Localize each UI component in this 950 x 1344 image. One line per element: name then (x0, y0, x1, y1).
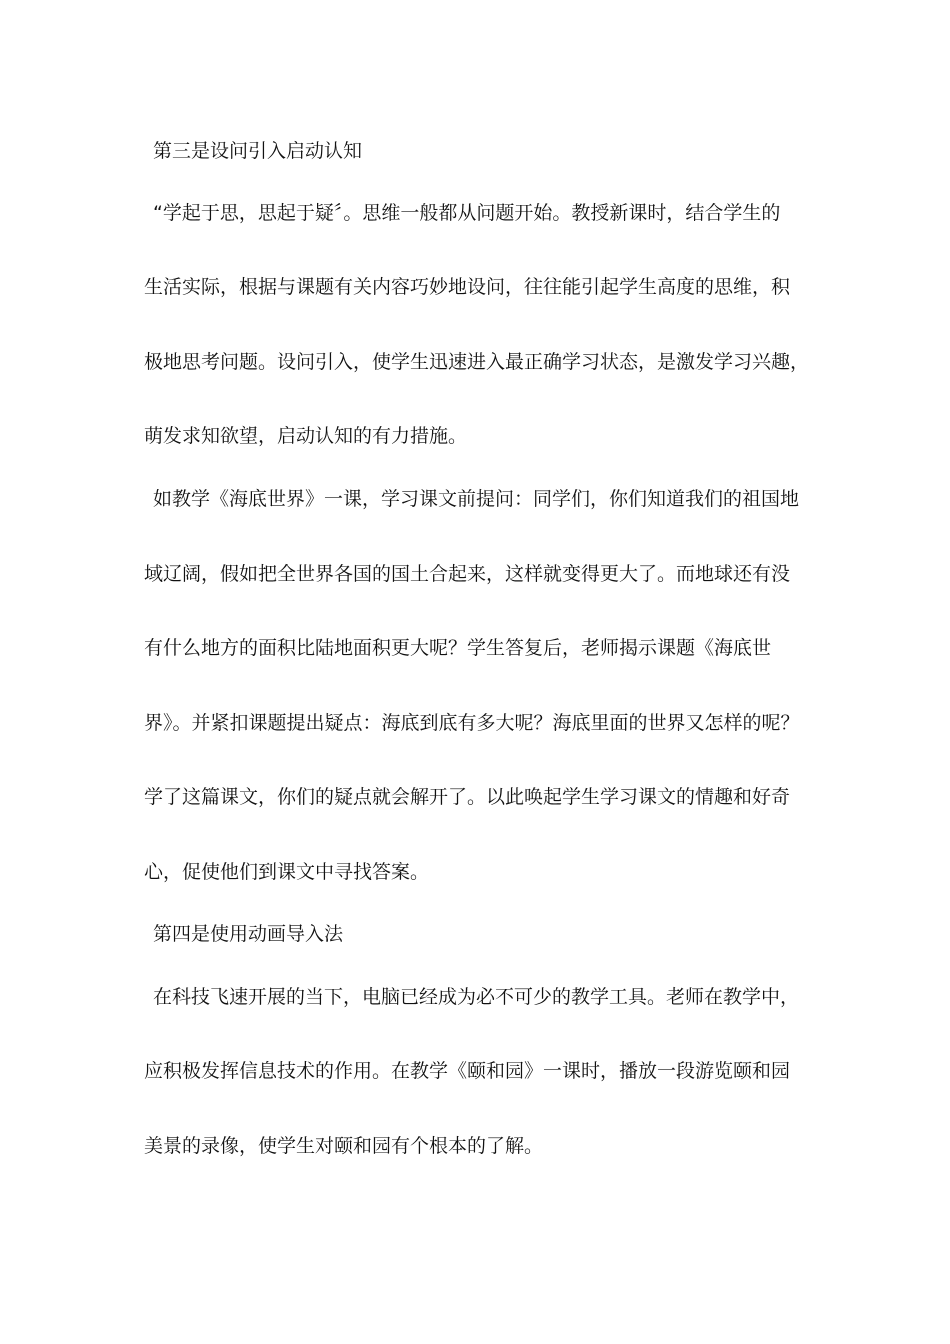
paragraph-line: 极地思考问题。设问引入，使学生迅速进入最正确学习状态，是激发学习兴趣， (144, 351, 810, 373)
paragraph-line: 在科技飞速开展的当下，电脑已经成为必不可少的教学工具。老师在教学中， (153, 986, 800, 1008)
heading-section-three: 第三是设问引入启动认知 (153, 140, 363, 162)
paragraph-line: 生活实际，根据与课题有关内容巧妙地设问，往往能引起学生高度的思维，积 (144, 276, 791, 298)
paragraph-line: 如教学《海底世界》一课，学习课文前提问：同学们，你们知道我们的祖国地 (153, 488, 800, 510)
heading-section-four: 第四是使用动画导入法 (153, 923, 344, 945)
paragraph-line: 域辽阔，假如把全世界各国的国土合起来，这样就变得更大了。而地球还有没 (144, 563, 791, 585)
paragraph-line: 界》。并紧扣课题提出疑点：海底到底有多大呢？海底里面的世界又怎样的呢？ (144, 712, 800, 734)
paragraph-line: 学了这篇课文，你们的疑点就会解开了。以此唤起学生学习课文的情趣和好奇 (144, 786, 791, 808)
paragraph-line: 应积极发挥信息技术的作用。在教学《颐和园》一课时，播放一段游览颐和园 (144, 1060, 791, 1082)
paragraph-line: 有什么地方的面积比陆地面积更大呢？学生答复后，老师揭示课题《海底世 (144, 637, 772, 659)
paragraph-line: 美景的录像，使学生对颐和园有个根本的了解。 (144, 1135, 544, 1157)
paragraph-line: 萌发求知欲望，启动认知的有力措施。 (144, 425, 468, 447)
paragraph-line: 心，促使他们到课文中寻找答案。 (144, 861, 430, 883)
paragraph-line: “学起于思，思起于疑〞。思维一般都从问题开始。教授新课时，结合学生的 (153, 202, 781, 224)
